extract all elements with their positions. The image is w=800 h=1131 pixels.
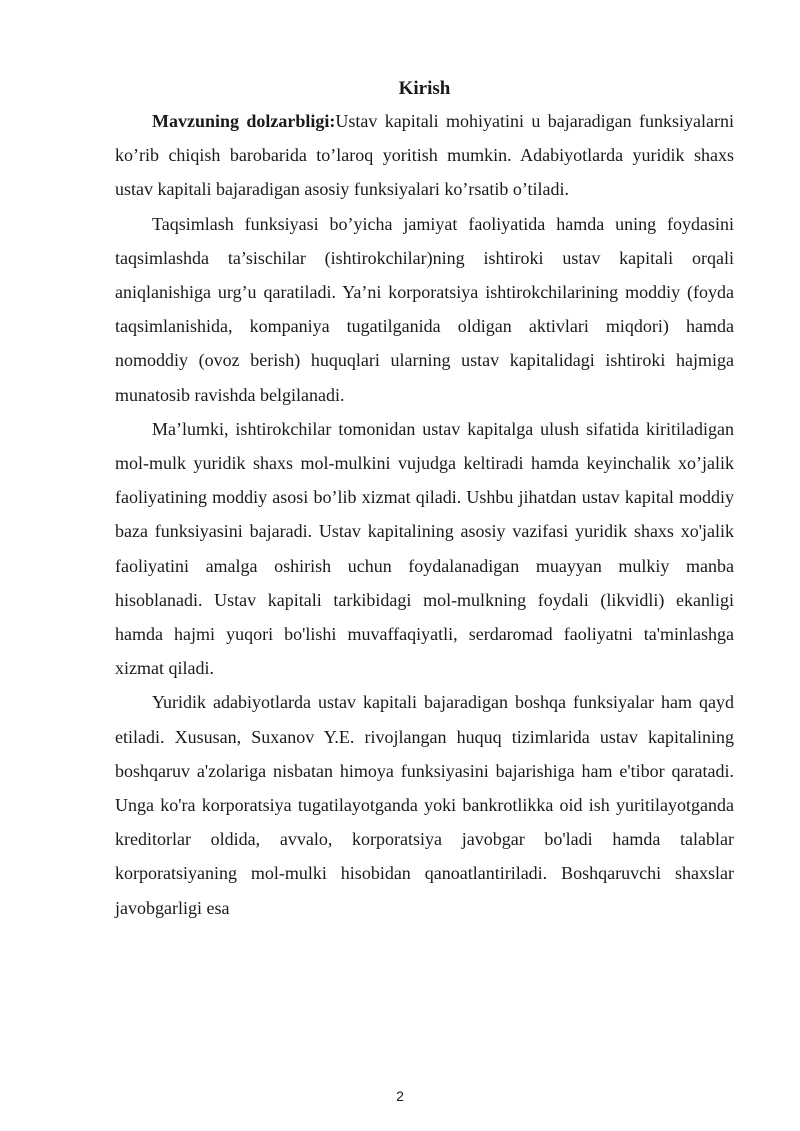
paragraph-material-base-function bbox=[115, 412, 734, 686]
paragraph-relevance bbox=[115, 104, 734, 207]
paragraph-text: Ustav kapitali mohiyatini u bajaradigan funksiyalarni ko’rib chiqish barobarida to’laroq yoritish mumkin. Adabiyotlarda yuridik shaxs ustav kapitali bajaradigan asosiy funksiyalari ko’rsatib o’tiladi. bbox=[115, 111, 734, 200]
paragraph-text: Yuridik adabiyotlarda ustav kapitali bajaradigan boshqa funksiyalar ham qayd etiladi. Xususan, Suxanov Y.E. rivojlangan huquq tizimlarida ustav kapitalining boshqaruv a'zolariga nisbatan himoya funksiyasini bajarishiga ham e'tibor qaratadi. Unga ko'ra korporatsiya tugatilayotganda yoki bankrotlikka oid ish yuritilayotganda kreditorlar oldida, avvalo, korporatsiya javobgar bo'ladi hamda talablar korporatsiyaning mol-mulki hisobidan qanoatlantiriladi. Boshqaruvchi shaxslar javobgarligi esa bbox=[115, 692, 734, 918]
paragraph-lead: Mavzuning dolzarbligi: bbox=[152, 111, 336, 131]
paragraph-protection-function bbox=[115, 685, 734, 924]
page-number: 2 bbox=[396, 1088, 404, 1104]
section-title: Kirish bbox=[398, 78, 451, 99]
paragraph-distribution-function bbox=[115, 207, 734, 412]
paragraph-text: Taqsimlash funksiyasi bo’yicha jamiyat faoliyatida hamda uning foydasini taqsimlashda ta’sischilar (ishtirokchilar)ning ishtiroki ustav kapitali orqali aniqlanishiga urg’u qaratiladi. Ya’ni korporatsiya ishtirokchilarining moddiy (foyda taqsimlanishida, kompaniya tugatilganida oldigan aktivlari miqdori) hamda nomoddiy (ovoz berish) huquqlari ularning ustav kapitalidagi ishtiroki hajmiga munatosib ravishda belgilanadi. bbox=[115, 213, 734, 405]
paragraph-text: Ma’lumki, ishtirokchilar tomonidan ustav kapitalga ulush sifatida kiritiladigan mol-mulk yuridik shaxs mol-mulkini vujudga keltiradi hamda keyinchalik xo’jalik faoliyatining moddiy asosi bo’lib xizmat qiladi. Ushbu jihatdan ustav kapital moddiy baza funksiyasini bajaradi. Ustav kapitalining asosiy vazifasi yuridik shaxs xo'jalik faoliyatini amalga oshirish uchun foydalanadigan muayyan mulkiy manba hisoblanadi. Ustav kapitali tarkibidagi mol-mulkning foydali (likvidli) ekanligi hamda hajmi yuqori bo'lishi muvaffaqiyatli, serdaromad faoliyatni ta'minlashga xizmat qiladi. bbox=[115, 418, 734, 679]
page-body bbox=[115, 76, 734, 925]
